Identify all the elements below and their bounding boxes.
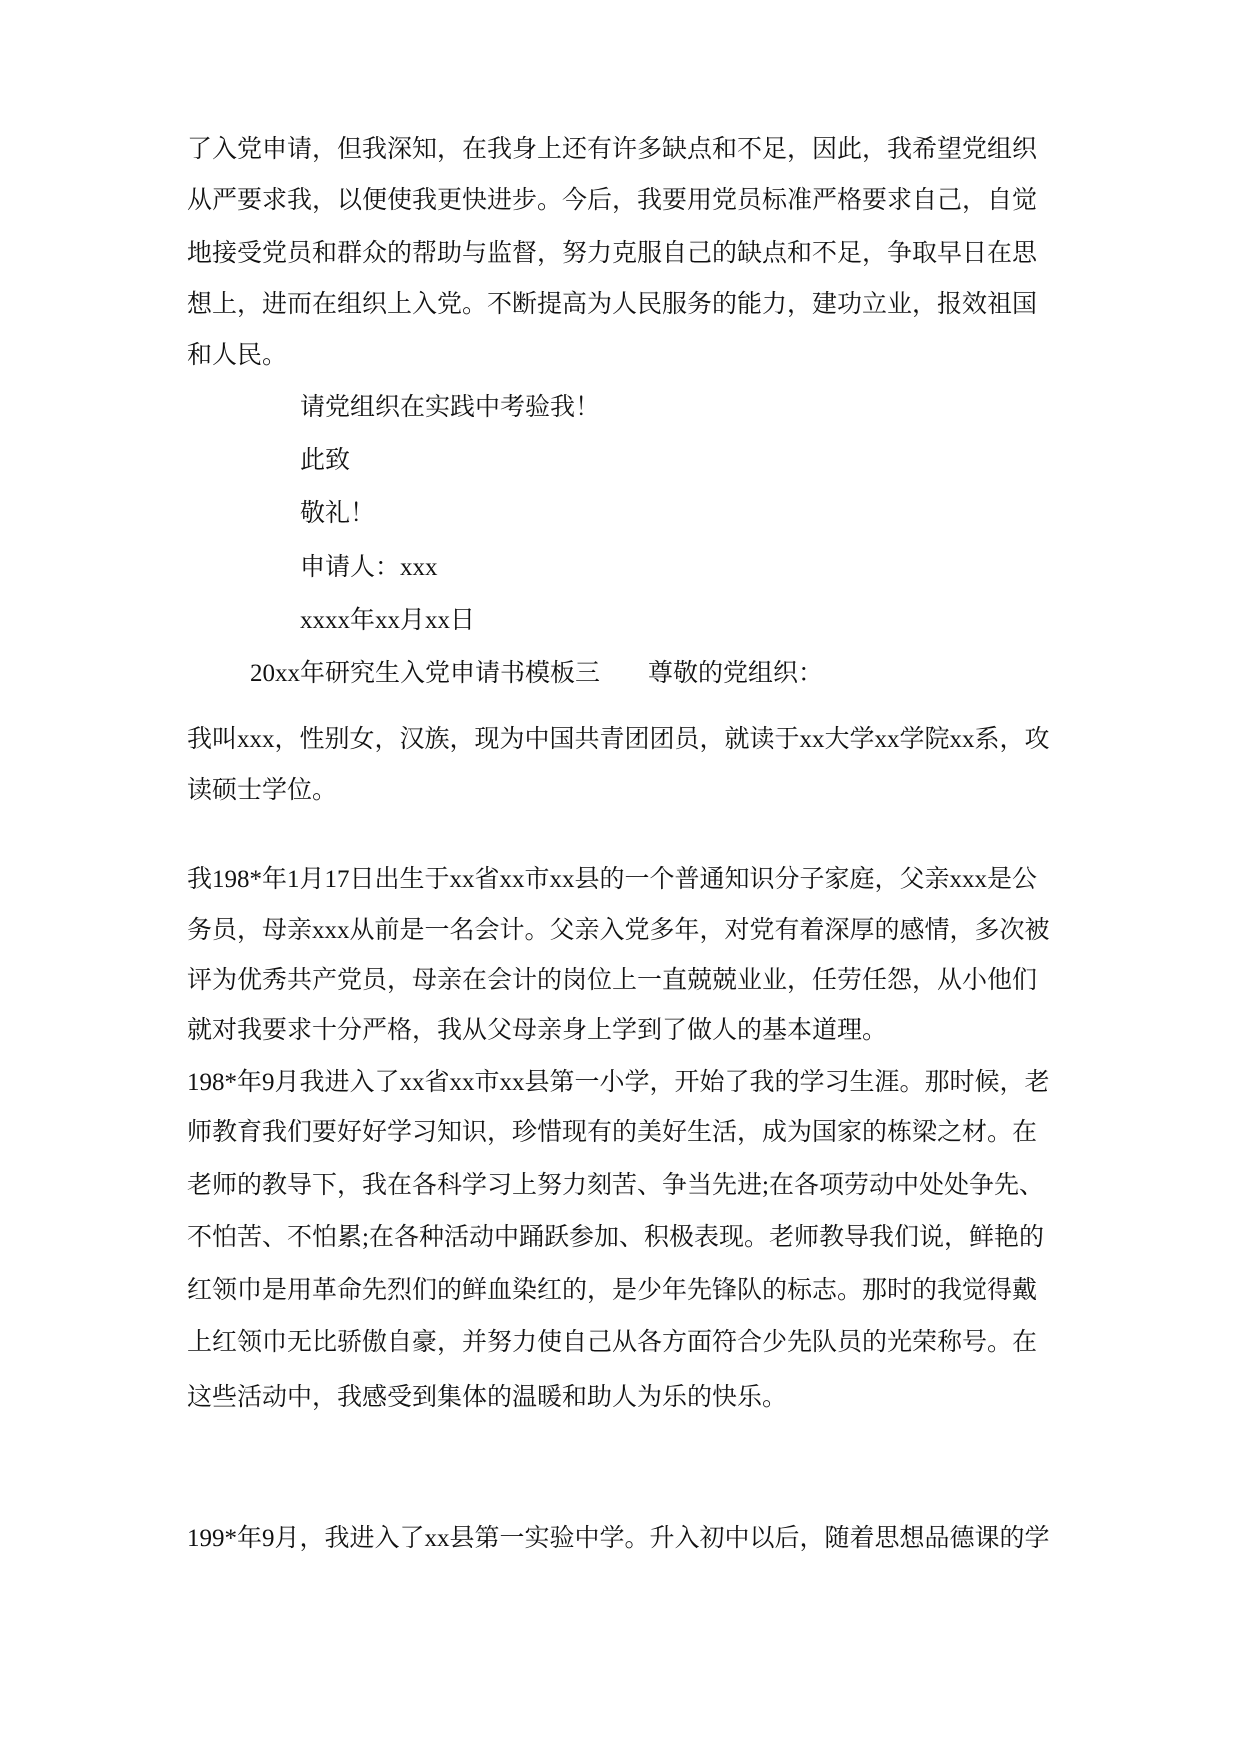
section-title: 20xx年研究生入党申请书模板三 xyxy=(250,660,601,687)
text-line: 地接受党员和群众的帮助与监督，努力克服自己的缺点和不足，争取早日在思 xyxy=(187,240,1038,267)
closing-request: 请党组织在实践中考验我！ xyxy=(300,394,601,421)
text-line: 了入党申请，但我深知，在我身上还有许多缺点和不足，因此，我希望党组织 xyxy=(187,136,1038,163)
text-line: 上红领巾无比骄傲自豪，并努力使自己从各方面符合少先队员的光荣称号。在 xyxy=(187,1329,1038,1356)
text-line: 读硕士学位。 xyxy=(187,777,338,804)
text-line: 199*年9月，我进入了xx县第一实验中学。升入初中以后，随着思想品德课的学 xyxy=(187,1525,1050,1552)
text-line: 我叫xxx，性别女，汉族，现为中国共青团团员，就读于xx大学xx学院xx系，攻 xyxy=(187,726,1050,753)
text-line: 和人民。 xyxy=(187,342,288,369)
closing-cizhi: 此致 xyxy=(300,447,351,474)
text-line: 就对我要求十分严格，我从父母亲身上学到了做人的基本道理。 xyxy=(187,1017,888,1044)
text-line: 评为优秀共产党员，母亲在会计的岗位上一直兢兢业业，任劳任怨，从小他们 xyxy=(187,967,1038,994)
text-line: 老师的教导下，我在各科学习上努力刻苦、争当先进;在各项劳动中处处争先、 xyxy=(187,1172,1044,1199)
text-line: 这些活动中，我感受到集体的温暖和助人为乐的快乐。 xyxy=(187,1384,788,1411)
text-line: 198*年9月我进入了xx省xx市xx县第一小学，开始了我的学习生涯。那时候，老 xyxy=(187,1069,1050,1096)
text-line: 师教育我们要好好学习知识，珍惜现有的美好生活，成为国家的栋梁之材。在 xyxy=(187,1119,1038,1146)
salutation: 尊敬的党组织： xyxy=(648,660,824,687)
text-line: 想上，进而在组织上入党。不断提高为人民服务的能力，建功立业，报效祖国 xyxy=(187,291,1038,318)
application-date: xxxx年xx月xx日 xyxy=(300,607,476,634)
text-line: 不怕苦、不怕累;在各种活动中踊跃参加、积极表现。老师教导我们说，鲜艳的 xyxy=(187,1224,1044,1251)
text-line: 红领巾是用革命先烈们的鲜血染红的，是少年先锋队的标志。那时的我觉得戴 xyxy=(187,1277,1038,1304)
applicant-name: 申请人：xxx xyxy=(300,554,438,581)
closing-jingli: 敬礼！ xyxy=(300,500,376,527)
text-line: 从严要求我，以便使我更快进步。今后，我要用党员标准严格要求自己，自觉 xyxy=(187,187,1038,214)
text-line: 务员，母亲xxx从前是一名会计。父亲入党多年，对党有着深厚的感情，多次被 xyxy=(187,917,1050,944)
text-line: 我198*年1月17日出生于xx省xx市xx县的一个普通知识分子家庭，父亲xxx是公 xyxy=(187,866,1038,893)
